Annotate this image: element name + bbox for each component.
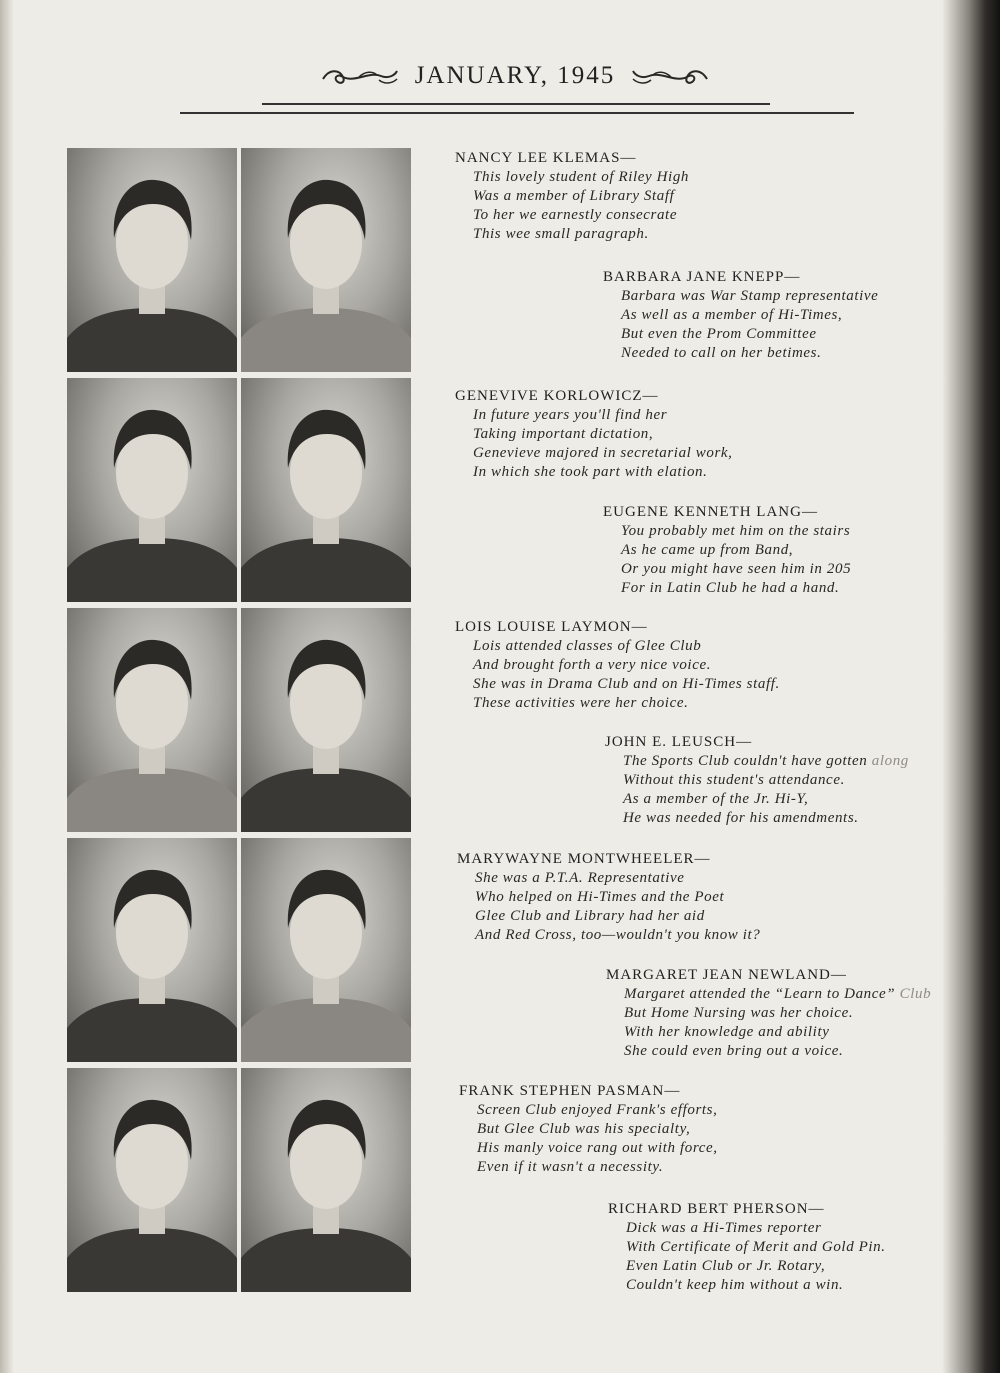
portrait-silhouette-icon: [241, 838, 411, 1062]
portrait-grid: [67, 148, 411, 1292]
portrait-silhouette-icon: [241, 148, 411, 372]
student-name: MARGARET JEAN NEWLAND—: [606, 967, 847, 983]
verse-line: In which she took part with elation.: [473, 464, 708, 480]
student-name: FRANK STEPHEN PASMAN—: [459, 1083, 681, 1099]
verse: [603, 522, 851, 598]
student-entry: [603, 268, 878, 363]
verse-line: Needed to call on her betimes.: [621, 345, 822, 361]
verse-line: Without this student's attendance.: [623, 772, 845, 788]
portrait-silhouette-icon: [241, 1068, 411, 1292]
cutoff-word: along: [867, 753, 909, 769]
verse-line: As he came up from Band,: [621, 542, 794, 558]
verse-line: Lois attended classes of Glee Club: [473, 638, 702, 654]
page-edge-shadow: [0, 0, 14, 1373]
portrait-photo: [241, 1068, 411, 1292]
student-name: MARYWAYNE MONTWHEELER—: [457, 851, 711, 867]
verse-line: With her knowledge and ability: [624, 1024, 830, 1040]
verse-line: But Home Nursing was her choice.: [624, 1005, 854, 1021]
verse-line: His manly voice rang out with force,: [477, 1140, 718, 1156]
student-name: NANCY LEE KLEMAS—: [455, 150, 637, 166]
verse-line: And brought forth a very nice voice.: [473, 657, 712, 673]
student-name: BARBARA JANE KNEPP—: [603, 269, 801, 285]
verse-line: But Glee Club was his specialty,: [477, 1121, 691, 1137]
portrait-photo: [241, 838, 411, 1062]
verse-line: Taking important dictation,: [473, 426, 654, 442]
verse-line: Couldn't keep him without a win.: [626, 1277, 844, 1293]
portrait-silhouette-icon: [241, 608, 411, 832]
verse-line: This wee small paragraph.: [473, 226, 649, 242]
portrait-silhouette-icon: [67, 838, 237, 1062]
student-entry: [455, 387, 733, 482]
portrait-silhouette-icon: [67, 148, 237, 372]
portrait-photo: [241, 608, 411, 832]
portrait-photo: [241, 378, 411, 602]
verse-line: Barbara was War Stamp representative: [621, 288, 879, 304]
verse: [605, 752, 909, 828]
verse-line: And Red Cross, too—wouldn't you know it?: [475, 927, 761, 943]
verse: [608, 1219, 886, 1295]
verse-line: You probably met him on the stairs: [621, 523, 851, 539]
student-entry: [455, 149, 689, 244]
verse-line: As a member of the Jr. Hi-Y,: [623, 791, 809, 807]
verse: [606, 985, 931, 1061]
verse-line: But even the Prom Committee: [621, 326, 817, 342]
cutoff-word: Club: [895, 986, 932, 1002]
student-name: RICHARD BERT PHERSON—: [608, 1201, 825, 1217]
header-rule-short: [262, 103, 770, 105]
portrait-photo: [241, 148, 411, 372]
verse-line: With Certificate of Merit and Gold Pin.: [626, 1239, 886, 1255]
verse-line: Genevieve majored in secretarial work,: [473, 445, 733, 461]
student-entry: [457, 850, 760, 945]
verse-line: Glee Club and Library had her aid: [475, 908, 705, 924]
portrait-silhouette-icon: [241, 378, 411, 602]
verse-line: Dick was a Hi-Times reporter: [626, 1220, 822, 1236]
student-name: GENEVIVE KORLOWICZ—: [455, 388, 659, 404]
portrait-photo: [67, 838, 237, 1062]
verse: [455, 637, 780, 713]
verse-line: Even if it wasn't a necessity.: [477, 1159, 664, 1175]
verse-line: Even Latin Club or Jr. Rotary,: [626, 1258, 826, 1274]
header-rule-long: [180, 112, 854, 114]
verse-line: These activities were her choice.: [473, 695, 689, 711]
header-title: JANUARY, 1945: [414, 62, 616, 89]
verse-line: He was needed for his amendments.: [623, 810, 859, 826]
verse-line: This lovely student of Riley High: [473, 169, 690, 185]
portrait-silhouette-icon: [67, 1068, 237, 1292]
student-entry: [603, 503, 851, 598]
student-name: JOHN E. LEUSCH—: [605, 734, 753, 750]
verse-line: Margaret attended the “Learn to Dance” Club: [624, 986, 932, 1002]
page-header: [180, 62, 850, 102]
student-entry: [605, 733, 909, 828]
student-entry: [606, 966, 931, 1061]
portrait-photo: [67, 1068, 237, 1292]
header-title-row: [319, 62, 712, 90]
verse: [457, 869, 760, 945]
scroll-ornament-left-icon: [319, 65, 401, 87]
book-binding-shadow: [942, 0, 1000, 1373]
verse-line: She could even bring out a voice.: [624, 1043, 844, 1059]
portrait-photo: [67, 378, 237, 602]
portrait-silhouette-icon: [67, 378, 237, 602]
student-entry: [459, 1082, 718, 1177]
verse-line: Screen Club enjoyed Frank's efforts,: [477, 1102, 718, 1118]
verse: [455, 406, 733, 482]
verse-line: The Sports Club couldn't have gotten along: [623, 753, 909, 769]
verse-line: Or you might have seen him in 205: [621, 561, 852, 577]
verse-line: In future years you'll find her: [473, 407, 668, 423]
verse-line: She was a P.T.A. Representative: [475, 870, 685, 886]
verse-line: For in Latin Club he had a hand.: [621, 580, 840, 596]
student-name: EUGENE KENNETH LANG—: [603, 504, 818, 520]
verse-line: Was a member of Library Staff: [473, 188, 675, 204]
student-entry: [455, 618, 780, 713]
portrait-photo: [67, 148, 237, 372]
verse-line: She was in Drama Club and on Hi-Times staff.: [473, 676, 780, 692]
verse-line: Who helped on Hi-Times and the Poet: [475, 889, 725, 905]
portrait-photo: [67, 608, 237, 832]
verse-line: As well as a member of Hi-Times,: [621, 307, 843, 323]
verse: [455, 168, 689, 244]
student-name: LOIS LOUISE LAYMON—: [455, 619, 648, 635]
student-entry: [608, 1200, 886, 1295]
portrait-silhouette-icon: [67, 608, 237, 832]
verse: [459, 1101, 718, 1177]
verse-line: To her we earnestly consecrate: [473, 207, 678, 223]
scroll-ornament-right-icon: [629, 65, 711, 87]
verse: [603, 287, 878, 363]
